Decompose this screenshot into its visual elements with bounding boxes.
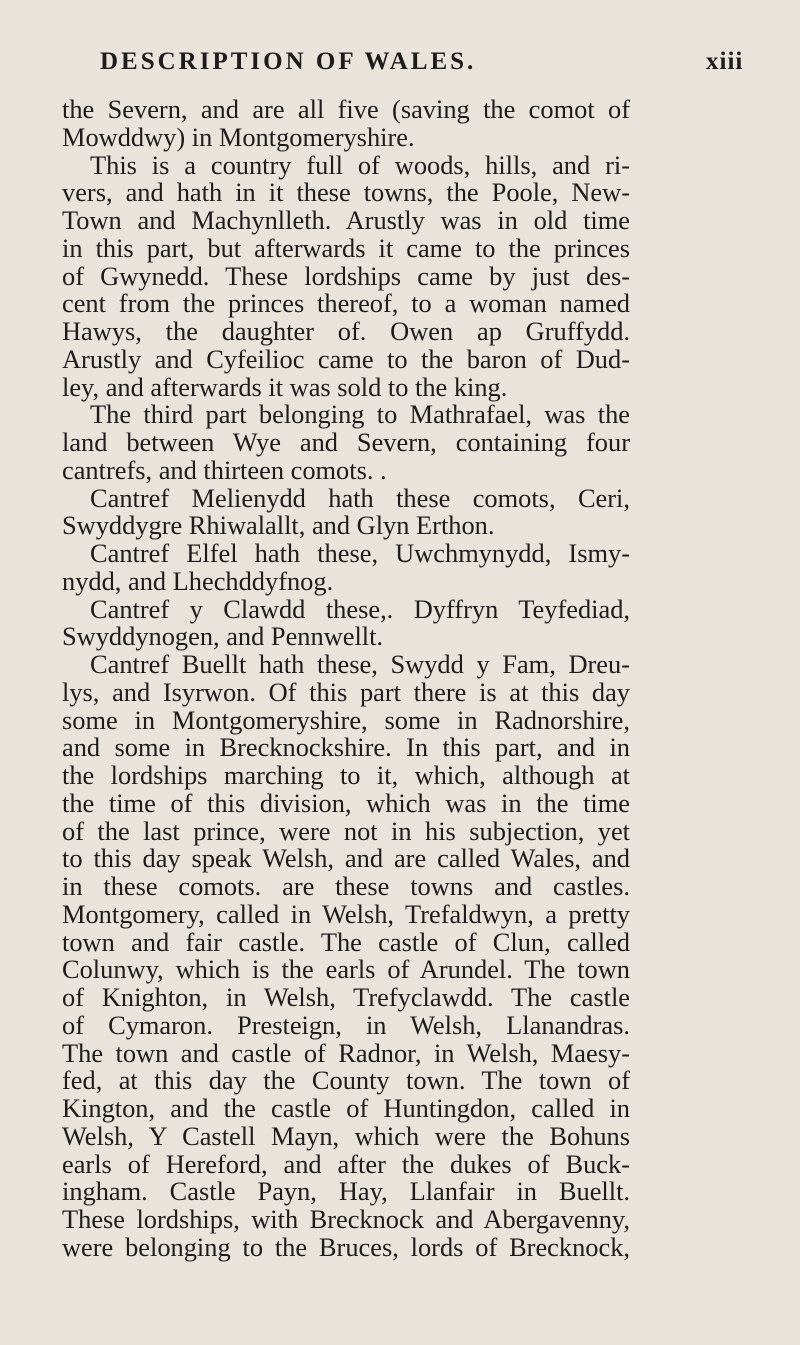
text-line: Town and Machynlleth. Arustly was in old time [62,205,630,235]
text-line: earls of Hereford, and after the dukes of Buck- [62,1148,630,1179]
text-line: Cantref Buellt hath these, Swydd y Fam, Dreu- [90,649,630,679]
text-line: in these comots. are these towns and castles. [62,871,630,901]
text-line: Kington, and the castle of Huntingdon, called in [62,1093,630,1123]
text-line: were belonging to the Bruces, lords of Brecknock, [62,1231,630,1262]
text-line: ingham. Castle Payn, Hay, Llanfair in Buellt. [62,1176,630,1207]
text-line: of Cymaron. Presteign, in Welsh, Llanandras. [62,1009,630,1040]
text-line: cantrefs, and thirteen comots. . [62,454,387,485]
text-line: in this part, but afterwards it came to the princes [62,232,630,263]
text-line: ley, and afterwards it was sold to the king. [62,371,508,402]
text-line: town and fair castle. The castle of Clun, called [62,926,630,957]
text-line: and some in Brecknockshire. In this part, and in [62,732,630,763]
text-line: Hawys, the daughter of. Owen ap Gruffydd. [62,316,630,346]
text-line: of Knighton, in Welsh, Trefyclawdd. The castle [62,982,630,1012]
text-line: lys, and Isyrwon. Of this part there is at this day [62,676,630,707]
text-line: The third part belonging to Mathrafael, was the [90,399,630,430]
text-line: These lordships, with Brecknock and Abergavenny, [62,1204,630,1234]
text-line: fed, at this day the County town. The town of [62,1065,630,1096]
text-line: Montgomery, called in Welsh, Trefaldwyn, a pretty [62,898,630,929]
text-line: Swyddynogen, and Pennwellt. [62,621,384,652]
text-line: Cantref Elfel hath these, Uwchmynydd, Ismy- [90,538,630,568]
text-line: the time of this division, which was in the time [62,787,630,818]
text-line: of Gwynedd. These lordships came by just des- [62,260,630,291]
text-line: cent from the princes thereof, to a woman named [62,288,630,319]
page-number: xiii [706,48,744,75]
text-line: nydd, and Lhechddyfnog. [62,565,334,596]
text-line: Swyddygre Rhiwalallt, and Glyn Erthon. [62,510,495,541]
text-line: vers, and hath in it these towns, the Poole, New- [62,177,630,208]
body-text [62,96,630,1262]
text-line: Cantref y Clawdd these,. Dyffryn Teyfediad, [90,593,630,624]
text-line: This is a country full of woods, hills, and ri- [90,149,630,180]
text-line: The town and castle of Radnor, in Welsh, Maesy- [62,1037,630,1068]
running-title: DESCRIPTION OF WALES. [100,48,477,75]
text-line: Cantref Melienydd hath these comots, Ceri, [90,482,630,513]
text-line: Mowddwy) in Montgomeryshire. [62,121,415,152]
text-line: the lordships marching to it, which, although at [62,760,630,790]
text-line: of the last prince, were not in his subjection, yet [62,815,630,846]
text-line: to this day speak Welsh, and are called Wales, and [62,843,630,874]
text-line: Colunwy, which is the earls of Arundel. The town [62,954,630,985]
text-line: the Severn, and are all five (saving the comot of [62,94,630,124]
text-line: some in Montgomeryshire, some in Radnorshire, [62,704,630,735]
text-line: Arustly and Cyfeilioc came to the baron of Dud- [62,343,630,374]
text-line: Welsh, Y Castell Mayn, which were the Bohuns [62,1120,630,1151]
text-line: land between Wye and Severn, containing four [62,427,630,457]
